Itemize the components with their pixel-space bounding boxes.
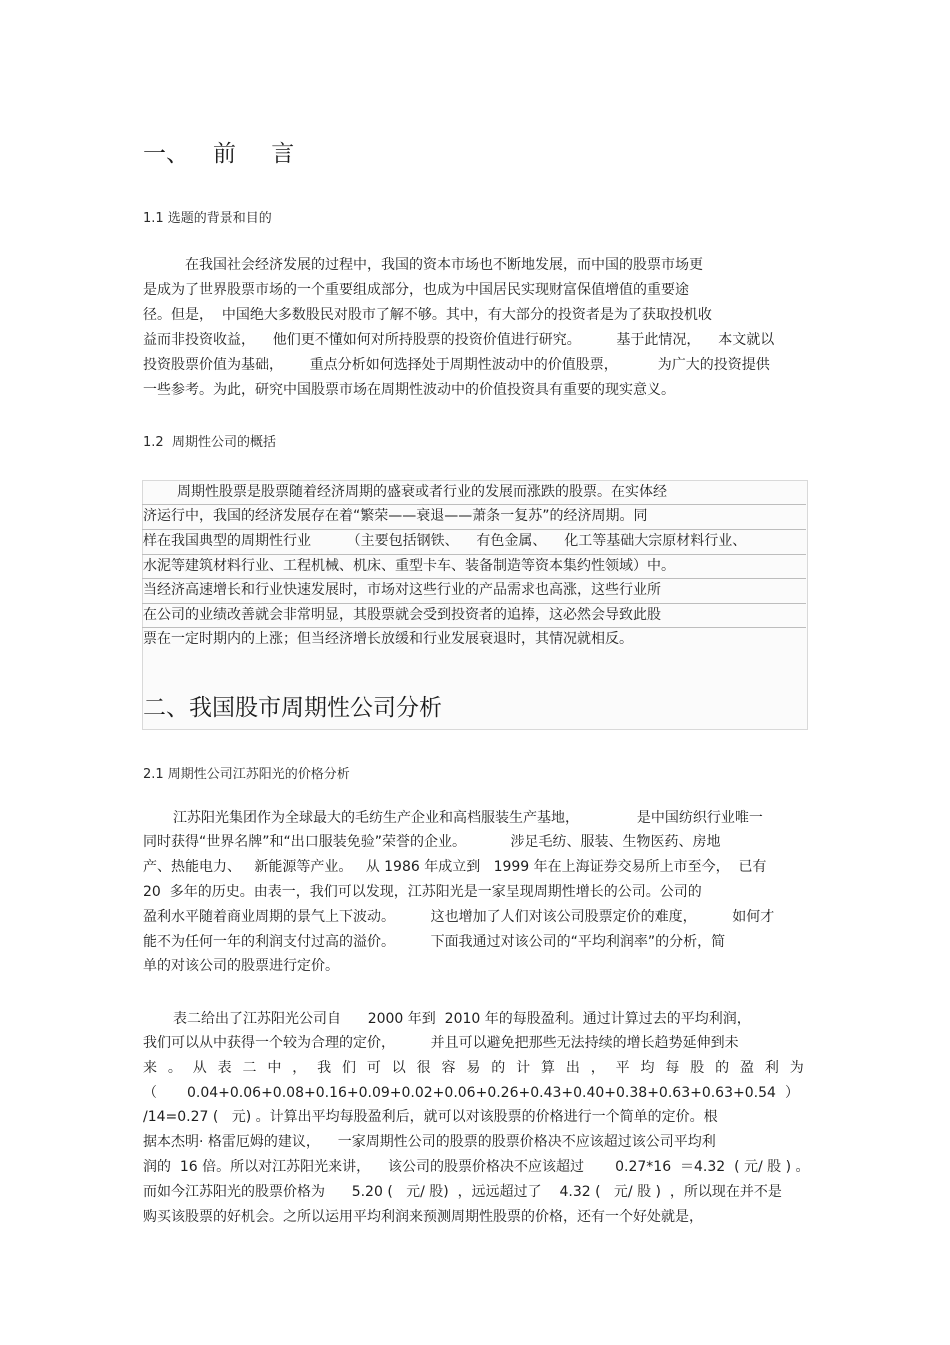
justified-char: 盈 [740, 1060, 754, 1076]
paragraph-line: 一些参考。为此，研究中国股票市场在周期性波动中的价值投资具有重要的现实意义。 [143, 382, 675, 398]
paragraph-line: 投资股票价值为基础， 重点分析如何选择处于周期性波动中的价值股票， 为广大的投资提供 [143, 357, 770, 373]
justified-char: 均 [640, 1060, 655, 1076]
paragraph-line: 表二给出了江苏阳光公司自 2000 年到 2010 年的每股盈利。通过计算过去的平均利润， [173, 1011, 751, 1027]
paragraph-line: 是成为了世界股票市场的一个重要组成部分，也成为中国居民实现财富保值增值的重要途 [143, 282, 689, 298]
paragraph-line: 润的 16 倍。所以对江苏阳光来讲， 该公司的股票价格决不应该超过 0.27*16 ＝4.32 ( 元/ 股 ) 。 [143, 1159, 810, 1175]
section1-title: 前 言 [213, 141, 309, 167]
formula-close-paren: ） [785, 1085, 799, 1101]
paragraph-line: 在我国社会经济发展的过程中，我国的资本市场也不断地发展，而中国的股票市场更 [185, 257, 703, 273]
justified-char: 来 [143, 1060, 157, 1076]
justified-char: 表 [217, 1060, 232, 1076]
justified-char: 们 [342, 1060, 356, 1076]
justified-char: 容 [441, 1060, 456, 1076]
paragraph-line: 盈利水平随着商业周期的景气上下波动。 这也增加了人们对该公司股票定价的难度， 如何才 [143, 909, 775, 925]
justified-char: 计 [516, 1060, 531, 1076]
justified-char: ， [590, 1060, 605, 1076]
paragraph-line: 同时获得“世界名牌”和“出口服装免验”荣誉的企业。 涉足毛纺、服装、生物医药、房地 [143, 834, 721, 850]
justified-char: 二 [242, 1060, 257, 1076]
paragraph-line: 径。但是， 中国绝大多数股民对股市了解不够。其中，有大部分的投资者是为了获取投机收 [143, 307, 712, 323]
paragraph-line: 能不为任何一年的利润支付过高的溢价。 下面我通过对该公司的“平均利润率”的分析，简 [143, 934, 726, 950]
justified-char: 的 [491, 1060, 506, 1076]
justified-char: 易 [466, 1060, 481, 1076]
paragraph-line: 而如今江苏阳光的股票价格为 5.20 ( 元/ 股) ，远远超过了 4.32 ( 元/ 股 ) ，所以现在并不是 [143, 1184, 782, 1200]
paragraph-line: 益而非投资收益， 他们更不懂如何对所持股票的投资价值进行研究。 基于此情况， 本文就以 [143, 332, 775, 348]
justified-char: 。 [167, 1060, 182, 1076]
justified-char: 我 [317, 1060, 332, 1076]
justified-char: 平 [615, 1060, 630, 1076]
justified-char: 很 [416, 1060, 431, 1076]
justified-char: 每 [665, 1060, 680, 1076]
paragraph-line: 在公司的业绩改善就会非常明显，其股票就会受到投资者的追捧，这必然会导致此股 [143, 607, 661, 623]
subsection-2-1-heading: 2.1 周期性公司江苏阳光的价格分析 [143, 767, 350, 782]
justified-char: 利 [764, 1060, 779, 1076]
paragraph-line: 单的对该公司的股票进行定价。 [143, 958, 339, 974]
justified-char: 的 [715, 1060, 730, 1076]
justified-char: 为 [789, 1060, 804, 1076]
justified-char: 股 [690, 1060, 705, 1076]
paragraph-line: 当经济高速增长和行业快速发展时，市场对这些行业的产品需求也高涨，这些行业所 [143, 582, 661, 598]
paragraph-line: 20 多年的历史。由表一，我们可以发现，江苏阳光是一家呈现周期性增长的公司。公司的 [143, 884, 702, 900]
paragraph-line: 江苏阳光集团作为全球最大的毛纺生产企业和高档服装生产基地， 是中国纺织行业唯一 [173, 810, 763, 826]
formula-open-paren: （ [143, 1085, 157, 1101]
paragraph-line: 济运行中，我国的经济发展存在着“繁荣——衰退——萧条一复苏”的经济周期。同 [143, 508, 648, 524]
paragraph-line: /14=0.27 ( 元) 。计算出平均每股盈利后，就可以对该股票的价格进行一个简单的定价。根 [143, 1109, 718, 1125]
paragraph-line: 我们可以从中获得一个较为合理的定价， 并且可以避免把那些无法持续的增长趋势延伸到未 [143, 1035, 739, 1051]
justified-char: 以 [391, 1060, 406, 1076]
subsection-1-1-heading: 1.1 选题的背景和目的 [143, 211, 272, 226]
justified-char: 出 [565, 1060, 580, 1076]
paragraph-line: 据本杰明· 格雷厄姆的建议， 一家周期性公司的股票的股票价格决不应该超过该公司平均利 [143, 1134, 716, 1150]
paragraph-line: 周期性股票是股票随着经济周期的盛衰或者行业的发展而涨跌的股票。在实体经 [177, 484, 667, 500]
justified-char: ， [292, 1060, 307, 1076]
paragraph-line: 水泥等建筑材料行业、工程机械、机床、重型卡车、装备制造等资本集约性领域）中。 [143, 558, 675, 574]
paragraph-line-justified [143, 1056, 804, 1080]
formula: 0.04+0.06+0.08+0.16+0.09+0.02+0.06+0.26+0.43+0.40+0.38+0.63+0.63+0.54 [187, 1085, 776, 1101]
justified-char: 可 [366, 1060, 381, 1076]
section2-title: 二、我国股市周期性公司分析 [143, 695, 442, 721]
justified-char: 算 [541, 1060, 555, 1076]
justified-char: 从 [192, 1060, 207, 1076]
justified-char: 中 [267, 1060, 282, 1076]
paragraph-line: 票在一定时期内的上涨；但当经济增长放缓和行业发展衰退时，其情况就相反。 [143, 631, 633, 647]
section1-title-number: 一、 [143, 141, 189, 167]
subsection-1-2-heading: 1.2 周期性公司的概括 [143, 435, 276, 450]
paragraph-line: 样在我国典型的周期性行业 （主要包括钢铁、 有色金属、 化工等基础大宗原材料行业、 [143, 533, 747, 549]
paragraph-line: 购买该股票的好机会。之所以运用平均利润来预测周期性股票的价格，还有一个好处就是， [143, 1209, 703, 1225]
paragraph-line: 产、热能电力、 新能源等产业。 从 1986 年成立到 1999 年在上海证券交易所上市至今， 已有 [143, 859, 767, 875]
